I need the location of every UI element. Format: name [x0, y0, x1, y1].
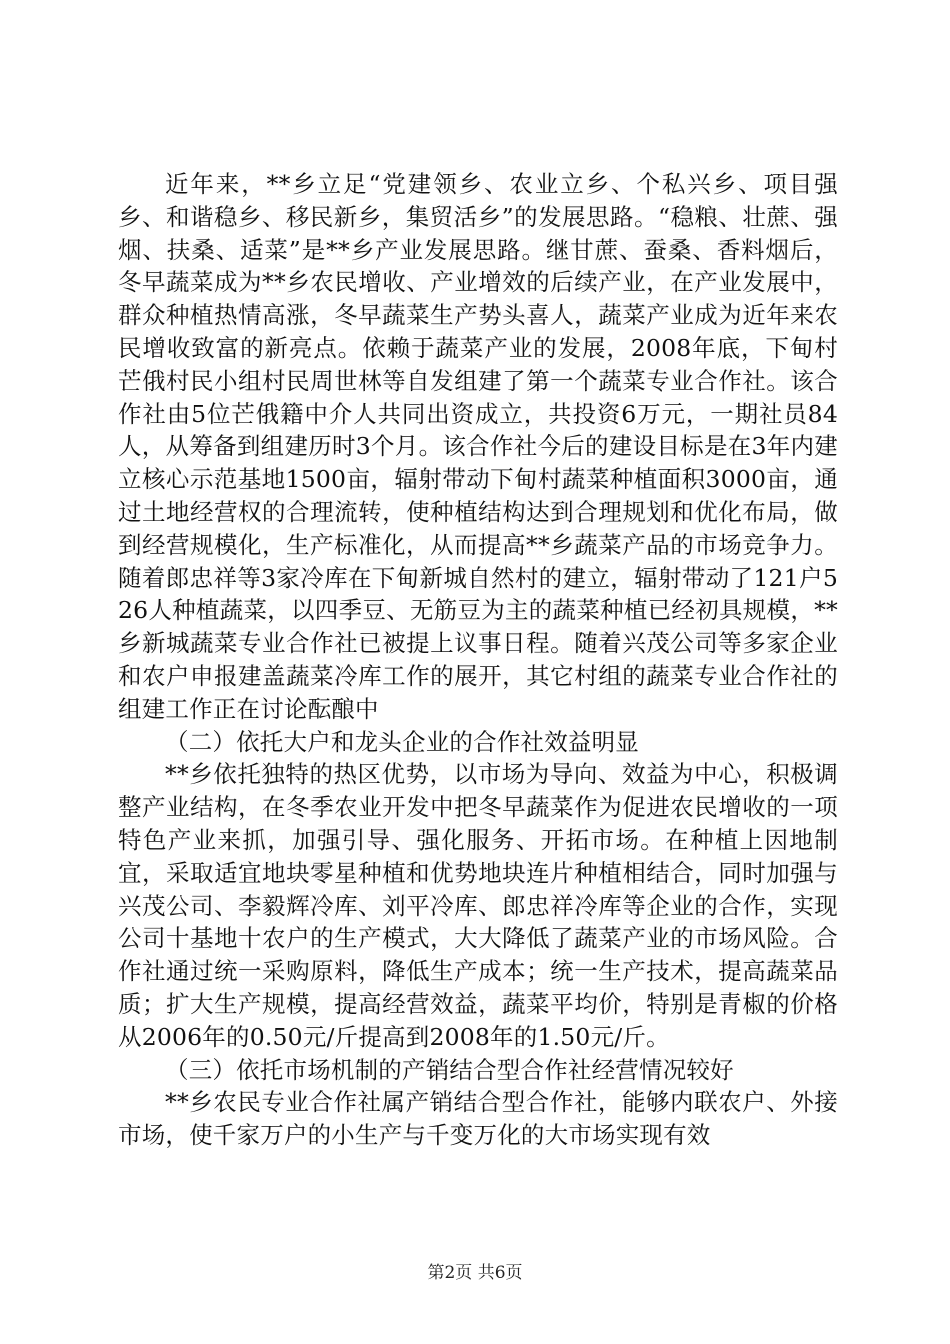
- section-heading-2: （二）依托大户和龙头企业的合作社效益明显: [165, 727, 639, 756]
- paragraph-section-3: **乡农民专业合作社属产销结合型合作社，能够内联农户、外接市场，使千家万户的小生产与千变万化的大市场实现有效: [118, 1088, 838, 1150]
- document-body: [118, 168, 838, 1152]
- paragraph-section-2: **乡依托独特的热区优势，以市场为导向、效益为中心，积极调整产业结构，在冬季农业开发中把冬早蔬菜作为促进农民增收的一项特色产业来抓，加强引导、强化服务、开拓市场。在种植上因地制宜，采取适宜地块零星种植和优势地块连片种植相结合，同时加强与兴茂公司、李毅辉冷库、刘平冷库、郎忠祥冷库等企业的合作，实现公司十基地十农户的生产模式，大大降低了蔬菜产业的市场风险。合作社通过统一采购原料，降低生产成本；统一生产技术，提高蔬菜品质；扩大生产规模，提高经营效益，蔬菜平均价，特别是青椒的价格从2006年的0.50元/斤提高到2008年的1.50元/斤。: [118, 760, 838, 1051]
- page-footer: 第2页 共6页: [427, 1263, 523, 1283]
- paragraph-intro: 近年来，**乡立足“党建领乡、农业立乡、个私兴乡、项目强乡、和谐稳乡、移民新乡，集贸活乡”的发展思路。“稳粮、壮蔗、强烟、扶桑、适菜”是**乡产业发展思路。继甘蔗、蚕桑、香料烟后，冬早蔬菜成为**乡农民增收、产业增效的后续产业，在产业发展中，群众种植热情高涨，冬早蔬菜生产势头喜人，蔬菜产业成为近年来农民增收致富的新亮点。依赖于蔬菜产业的发展，2008年底，下甸村芒俄村民小组村民周世林等自发组建了第一个蔬菜专业合作社。该合作社由5位芒俄籍中介人共同出资成立，共投资6万元，一期社员84人，从筹备到组建历时3个月。该合作社今后的建设目标是在3年内建立核心示范基地1500亩，辐射带动下甸村蔬菜种植面积3000亩，通过土地经营权的合理流转，使种植结构达到合理规划和优化布局，做到经营规模化，生产标准化，从而提高**乡蔬菜产品的市场竞争力。随着郎忠祥等3家冷库在下甸新城自然村的建立，辐射带动了121户526人种植蔬菜，以四季豆、无筋豆为主的蔬菜种植已经初具规模，**乡新城蔬菜专业合作社已被提上议事日程。随着兴茂公司等多家企业和农户申报建盖蔬菜冷库工作的展开，其它村组的蔬菜专业合作社的组建工作正在讨论酝酿中: [118, 170, 838, 723]
- section-heading-3: （三）依托市场机制的产销结合型合作社经营情况较好: [165, 1055, 734, 1084]
